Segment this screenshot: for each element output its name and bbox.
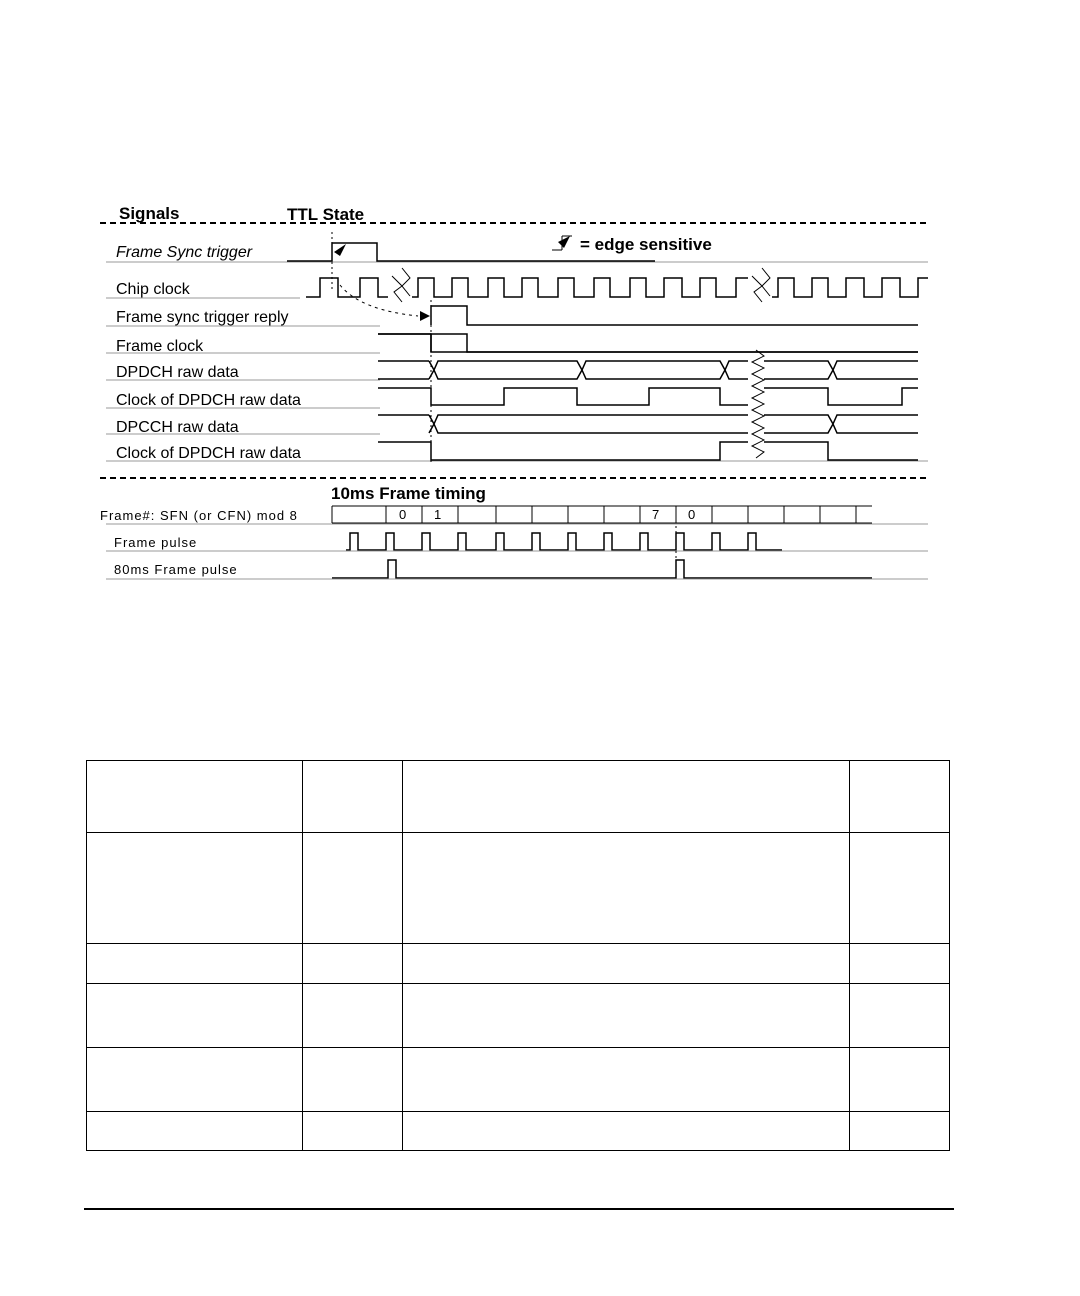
header-ttl-state: TTL State (287, 205, 365, 224)
table-cell (403, 984, 850, 1048)
table-cell (87, 1112, 303, 1151)
signal-label-dpcch-raw-data: DPCCH raw data (116, 419, 239, 436)
frame-label-frame-pulse: Frame pulse (114, 535, 198, 550)
waveform-frame-clock-pulse (378, 334, 918, 352)
frame-label-sfn: Frame#: SFN (or CFN) mod 8 (100, 508, 298, 523)
waveform-frame-sync-trigger-reply (431, 306, 918, 325)
table-row (87, 833, 950, 944)
header-signals: Signals (119, 204, 180, 223)
signal-label-frame-clock: Frame clock (116, 338, 204, 355)
table-cell (403, 944, 850, 984)
frame-number-1: 1 (434, 507, 443, 522)
table-cell (850, 984, 950, 1048)
waveform-frame-clock (378, 334, 918, 352)
table-cell (303, 761, 403, 833)
table-row (87, 944, 950, 984)
table-cell (303, 944, 403, 984)
table-cell (87, 984, 303, 1048)
break-mark (752, 350, 764, 458)
waveform-clock-dpdch-raw-data-cont (764, 388, 918, 405)
table-cell (87, 833, 303, 944)
table-row (87, 1112, 950, 1151)
table-cell (850, 1048, 950, 1112)
spec-table (86, 760, 950, 1151)
waveform-chip-clock (306, 268, 928, 302)
table-row (87, 984, 950, 1048)
table-cell (303, 1048, 403, 1112)
table-cell (403, 1112, 850, 1151)
table-cell (303, 984, 403, 1048)
signal-label-dpdch-raw-data: DPDCH raw data (116, 364, 239, 381)
signal-label-frame-sync-trigger: Frame Sync trigger (116, 244, 253, 261)
frame-timing-title: 10ms Frame timing (331, 484, 486, 503)
frame-number-0-next: 0 (688, 507, 697, 522)
signal-label-clock-dpdch-raw-data: Clock of DPDCH raw data (116, 392, 301, 409)
waveform-dpdch-raw-data (378, 361, 918, 379)
table-row (87, 1048, 950, 1112)
table-cell (403, 1048, 850, 1112)
waveform-dpcch-raw-data (378, 415, 918, 433)
waveform-80ms-frame-pulse (332, 560, 872, 578)
waveform-frame-pulse (346, 533, 782, 550)
trigger-reply-arrow (340, 285, 430, 321)
legend-text: = edge sensitive (580, 235, 712, 254)
edge-sensitive-icon (552, 236, 572, 250)
table-cell (850, 944, 950, 984)
table-cell (303, 833, 403, 944)
table-row (87, 761, 950, 833)
frame-label-80ms-frame-pulse: 80ms Frame pulse (114, 562, 238, 577)
signal-label-frame-sync-trigger-reply: Frame sync trigger reply (116, 309, 289, 326)
waveform-clock-dpdch-raw-data-2 (378, 442, 748, 460)
frame-number-7: 7 (652, 507, 661, 522)
table-cell (403, 761, 850, 833)
footer-rule (84, 1208, 954, 1210)
table-cell (303, 1112, 403, 1151)
waveform-clock-dpdch-raw-data-2-cont (764, 442, 918, 460)
frame-number-0: 0 (399, 507, 408, 522)
table-cell (403, 833, 850, 944)
table-cell (850, 833, 950, 944)
signal-label-clock-dpdch-raw-data-2: Clock of DPDCH raw data (116, 445, 301, 462)
table-cell (850, 761, 950, 833)
table-cell (87, 761, 303, 833)
table-cell (850, 1112, 950, 1151)
signal-label-chip-clock: Chip clock (116, 281, 190, 298)
waveform-clock-dpdch-raw-data (378, 388, 748, 405)
table-cell (87, 1048, 303, 1112)
table-cell (87, 944, 303, 984)
